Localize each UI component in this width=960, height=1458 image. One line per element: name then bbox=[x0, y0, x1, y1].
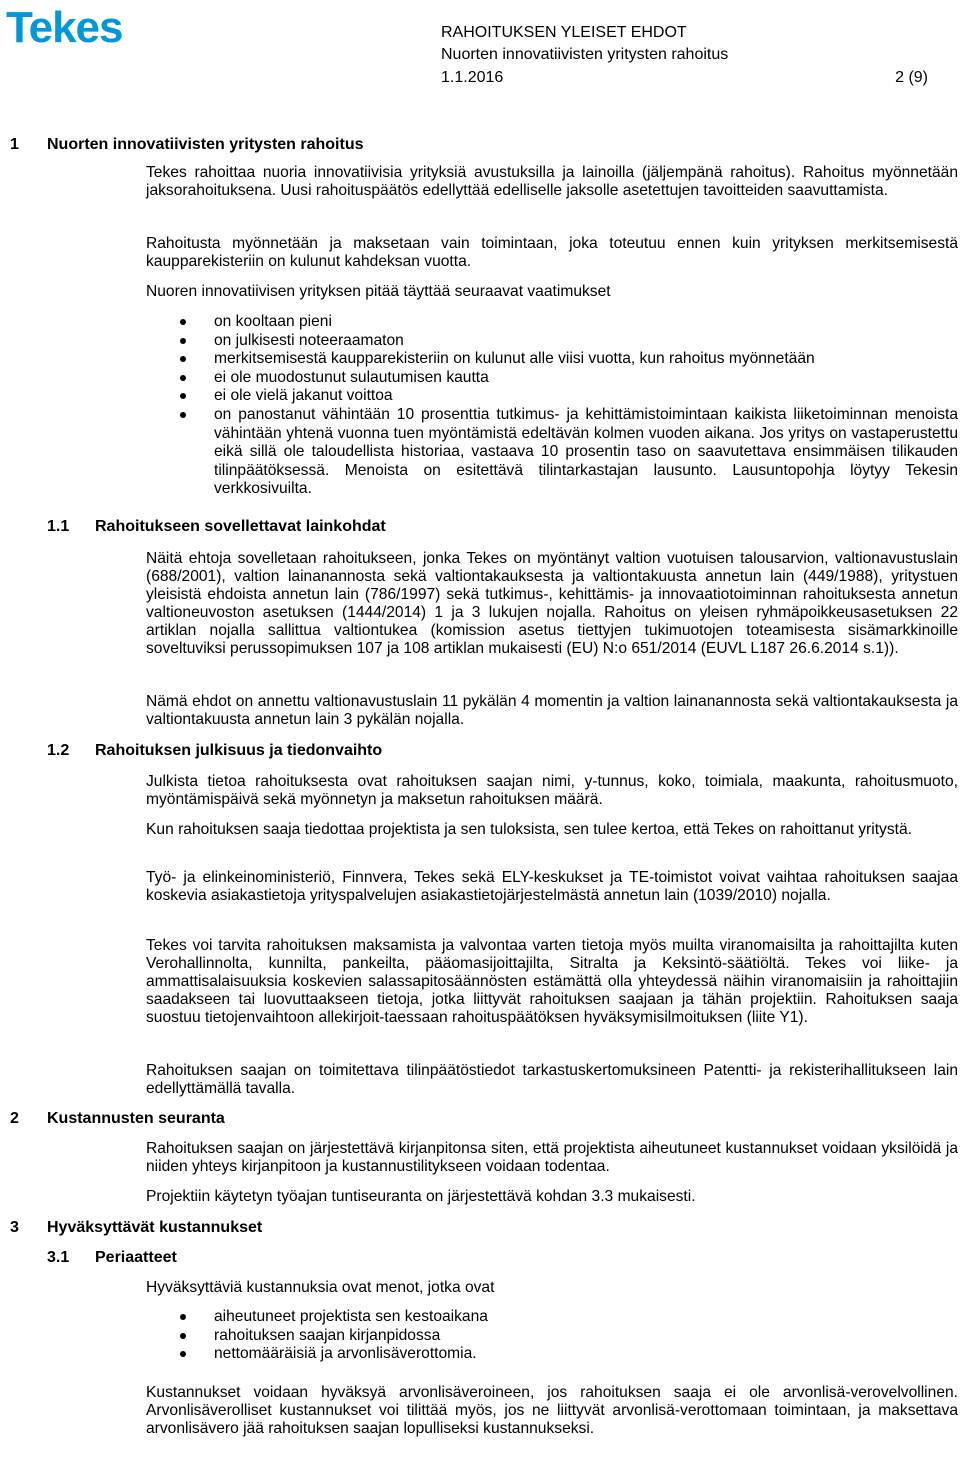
section-heading bbox=[10, 1218, 262, 1237]
bullet-icon bbox=[180, 319, 186, 325]
paragraph: Tekes voi tarvita rahoituksen maksamista ja valvontaa varten tietoja myös muilta viranomaisilta ja rahoittajilta kuten Verohallinnolta, kunnilta, pankeilta, pääomasijoittajilta, Sitralta ja Keksintö-säätiöltä. Tekes voi liike- ja ammattisalaisuuksia koskevien salassapitosäännösten estämättä olla yhteydessä näihin viranomaisiin ja rahoittajiin saadakseen tai luovuttaakseen tietoja, jotka liittyvät rahoituksen saajaan ja tähän projektiin. Rahoituksen saaja suostuu tietojenvaihtoon allekirjoit-taessaan rahoituspäätöksen hyväksymisilmoituksen (liite Y1). bbox=[146, 937, 958, 1027]
paragraph: Rahoituksen saajan on toimitettava tilinpäätöstiedot tarkastuskertomuksineen Patentti- ja rekisterihallitukseen lain edellyttämällä tavalla. bbox=[146, 1062, 958, 1098]
list-item bbox=[146, 369, 958, 388]
bullet-icon bbox=[180, 1333, 186, 1339]
list-item-text: ei ole vielä jakanut voittoa bbox=[214, 387, 393, 405]
list-item bbox=[146, 313, 958, 332]
list-item bbox=[146, 387, 958, 406]
bullet-icon bbox=[180, 393, 186, 399]
section-number: 1 bbox=[10, 136, 19, 153]
list-item-text: ei ole muodostunut sulautumisen kautta bbox=[214, 368, 489, 386]
paragraph: Julkista tietoa rahoituksesta ovat rahoituksen saajan nimi, y-tunnus, koko, toimiala, maakunta, rahoitusmuoto, myöntämispäivä sekä myönnetyn ja maksetun rahoituksen määrä. bbox=[146, 773, 958, 809]
paragraph: Nämä ehdot on annettu valtionavustuslain 11 pykälän 4 momentin ja valtion lainanannosta sekä valtiontakauksesta ja valtiontakuusta annetun lain 3 pykälän nojalla. bbox=[146, 693, 958, 729]
list-item-text: on kooltaan pieni bbox=[214, 313, 332, 330]
paragraph: Rahoitusta myönnetään ja maksetaan vain toimintaan, joka toteutuu ennen kuin yrityksen merkitsemisestä kaupparekisteriin on kulunut kahdeksan vuotta. bbox=[146, 235, 958, 271]
paragraph: Hyväksyttäviä kustannuksia ovat menot, jotka ovat bbox=[146, 1279, 495, 1296]
list-item-text: merkitsemisestä kaupparekisteriin on kulunut alle viisi vuotta, kun rahoitus myönnetään bbox=[214, 350, 815, 368]
page-number: 2 (9) bbox=[895, 69, 928, 86]
list-item-text: on julkisesti noteeraamaton bbox=[214, 331, 404, 349]
section-title: Periaatteet bbox=[95, 1249, 177, 1266]
list-item bbox=[146, 350, 958, 369]
paragraph: Kun rahoituksen saaja tiedottaa projektista ja sen tuloksista, sen tulee kertoa, että Tekes on rahoittanut yritystä. bbox=[146, 821, 912, 838]
section-title: Nuorten innovatiivisten yritysten rahoitus bbox=[47, 136, 364, 153]
requirements-list bbox=[146, 313, 958, 499]
paragraph: Kustannukset voidaan hyväksyä arvonlisäveroineen, jos rahoituksen saaja ei ole arvonlisä-verovelvollinen. Arvonlisäverolliset kustannukset voi tilittää myös, jos ne liittyvät arvonlisä-verottomaan toimintaan, ja maksettava arvonlisävero jää rahoituksen saajan lopulliseksi kustannukseksi. bbox=[146, 1384, 958, 1438]
paragraph: Projektiin käytetyn työajan tuntiseuranta on järjestettävä kohdan 3.3 mukaisesti. bbox=[146, 1188, 696, 1205]
document-date: 1.1.2016 bbox=[441, 69, 504, 86]
list-item-text: aiheutuneet projektista sen kestoaikana bbox=[214, 1308, 488, 1325]
bullet-icon bbox=[180, 356, 186, 362]
section-number: 1.1 bbox=[47, 518, 70, 535]
subsection-heading bbox=[47, 517, 386, 536]
document-title: RAHOITUKSEN YLEISET EHDOT bbox=[441, 24, 687, 41]
section-title: Rahoitukseen sovellettavat lainkohdat bbox=[95, 518, 386, 535]
tekes-logo: Tekes bbox=[6, 3, 123, 52]
list-item-text: nettomääräisiä ja arvonlisäverottomia. bbox=[214, 1345, 477, 1363]
list-item bbox=[146, 1308, 958, 1327]
list-item bbox=[146, 406, 958, 499]
section-heading bbox=[10, 1109, 225, 1128]
list-item bbox=[146, 1345, 958, 1364]
section-title: Kustannusten seuranta bbox=[47, 1110, 225, 1127]
list-item bbox=[146, 332, 958, 351]
bullet-icon bbox=[180, 338, 186, 344]
paragraph: Tekes rahoittaa nuoria innovatiivisia yrityksiä avustuksilla ja lainoilla (jäljempänä rahoitus). Rahoitus myönnetään jaksorahoituksena. Uusi rahoituspäätös edellyttää edelliselle jaksolle asetettujen tavoitteiden saavuttamista. bbox=[146, 164, 958, 200]
subsection-heading bbox=[47, 741, 382, 760]
bullet-icon bbox=[180, 375, 186, 381]
list-item bbox=[146, 1327, 958, 1346]
section-number: 3 bbox=[10, 1219, 19, 1236]
list-item-text: on panostanut vähintään 10 prosenttia tutkimus- ja kehittämistoimintaan kaikista liiketoiminnan menoista vähintään yhtenä vuonna tuen myöntämistä edeltävän kolmen vuoden aikana. Jos yritys on vastaperustettu eikä sillä ole taloudellista historiaa, vastaava 10 prosentin taso on saavutettava ensimmäisen tilikauden tilinpäätöksessä. Menoista on esitettävä tilintarkastajan lausunto. Lausuntopohja löytyy Tekesin verkkosivuilta. bbox=[214, 405, 958, 498]
bullet-icon bbox=[180, 1314, 186, 1320]
paragraph: Rahoituksen saajan on järjestettävä kirjanpitonsa siten, että projektista aiheutuneet kustannukset voidaan yksilöidä ja niiden yhteys kirjanpitoon ja kustannustilitykseen voidaan todentaa. bbox=[146, 1140, 958, 1176]
section-heading bbox=[10, 135, 364, 154]
criteria-list bbox=[146, 1308, 958, 1364]
section-number: 3.1 bbox=[47, 1249, 70, 1266]
subsection-heading bbox=[47, 1248, 177, 1267]
list-item-text: rahoituksen saajan kirjanpidossa bbox=[214, 1326, 441, 1344]
section-title: Hyväksyttävät kustannukset bbox=[47, 1219, 263, 1236]
section-title: Rahoituksen julkisuus ja tiedonvaihto bbox=[95, 742, 383, 759]
document-subtitle: Nuorten innovatiivisten yritysten rahoitus bbox=[441, 46, 729, 63]
bullet-icon bbox=[180, 412, 186, 418]
paragraph: Nuoren innovatiivisen yrityksen pitää täyttää seuraavat vaatimukset bbox=[146, 283, 611, 300]
section-number: 1.2 bbox=[47, 742, 70, 759]
paragraph: Näitä ehtoja sovelletaan rahoitukseen, jonka Tekes on myöntänyt valtion vuotuisen talousarvion, valtionavustuslain (688/2001), valtion lainanannosta sekä valtiontakauksesta ja valtiontakuusta annetun lain (449/1988), yritystuen yleisistä ehdoista annetun lain (786/1997) sekä tutkimus-, kehittämis- ja innovaatiotoiminnan rahoituksesta annetun valtioneuvoston asetuksen (1444/2014) 1 ja 3 lukujen nojalla. Rahoitus on yleisen ryhmäpoikkeusasetuksen 22 artiklan nojalla sallittua valtiontukea (komission asetus tiettyjen tukimuotojen toteamisesta sisämarkkinoille soveltuviksi perussopimuksen 107 ja 108 artiklan mukaisesti (EU) N:o 651/2014 (EUVL L187 26.6.2014 s.1)). bbox=[146, 550, 958, 658]
paragraph: Työ- ja elinkeinoministeriö, Finnvera, Tekes sekä ELY-keskukset ja TE-toimistot voivat vaihtaa rahoituksen saajaa koskevia asiakastietoja yrityspalvelujen asiakastietojärjestelmästä annetun lain (1039/2010) nojalla. bbox=[146, 869, 958, 905]
bullet-icon bbox=[180, 1351, 186, 1357]
section-number: 2 bbox=[10, 1110, 19, 1127]
